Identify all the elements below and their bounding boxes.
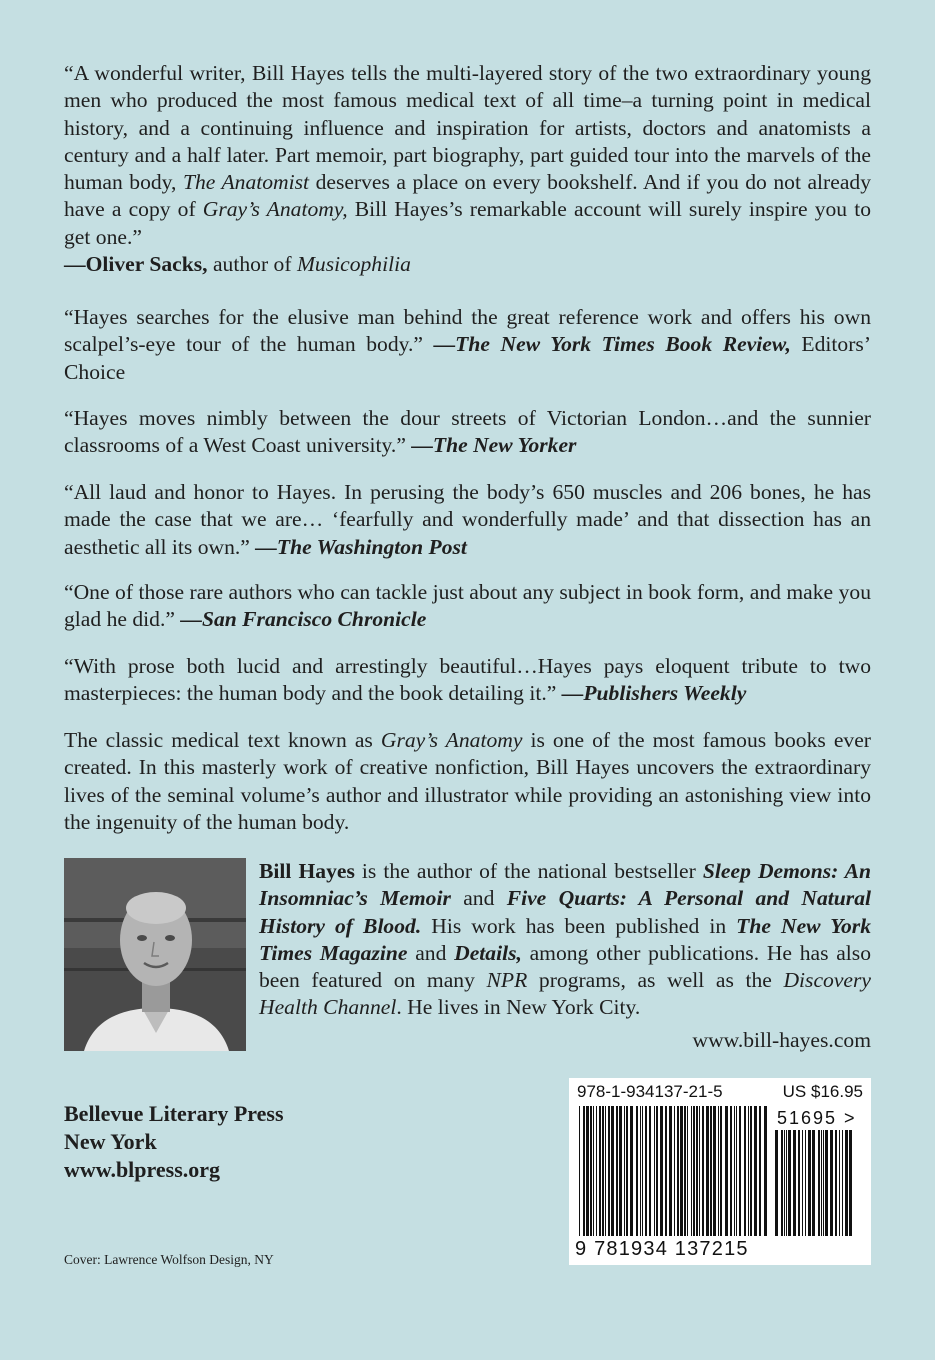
author-name: Bill Hayes bbox=[259, 859, 355, 883]
barcode-bar bbox=[821, 1130, 822, 1236]
barcode-bar bbox=[674, 1106, 675, 1236]
barcode-box bbox=[569, 1078, 871, 1265]
barcode-bar bbox=[849, 1130, 852, 1236]
barcode-bar bbox=[825, 1130, 828, 1236]
bio-npr: NPR bbox=[486, 968, 528, 993]
barcode-bar bbox=[710, 1106, 712, 1236]
barcode-bar bbox=[599, 1106, 601, 1236]
quote-text: “With prose both lucid and arrestingly beautiful…Hayes pays eloquent tribute to two masterpieces: the human body and the book detailing it.” bbox=[64, 654, 871, 706]
price-label: US $16.95 bbox=[782, 1082, 863, 1101]
barcode-bar bbox=[720, 1106, 722, 1236]
barcode-bar bbox=[835, 1130, 837, 1236]
bio-text: . He lives in New York City. bbox=[396, 995, 641, 1020]
barcode-bar bbox=[748, 1106, 749, 1236]
quote-text: “Hayes moves nimbly between the dour streets of Victorian London…and the sunnier classrooms of a West Coast university.” bbox=[64, 406, 871, 458]
bio-channel: Discovery Health Channel bbox=[259, 968, 871, 1020]
quote-sf-chronicle bbox=[64, 579, 871, 634]
barcode-bar bbox=[736, 1106, 737, 1236]
bio-text: and bbox=[407, 940, 455, 965]
barcode-bar bbox=[775, 1130, 778, 1236]
barcode-bar bbox=[669, 1106, 672, 1236]
barcode-bar bbox=[579, 1106, 580, 1236]
barcode-bar bbox=[619, 1106, 622, 1236]
quote-text: “One of those rare authors who can tackle just about any subject in book form, and make you glad he did.” bbox=[64, 580, 871, 632]
barcode-bar bbox=[693, 1106, 695, 1236]
barcode-ean-number: 9 781934 137215 bbox=[575, 1238, 749, 1260]
barcode-bar bbox=[812, 1130, 815, 1236]
bio-text: His work has been published in bbox=[421, 913, 737, 938]
author-bio bbox=[259, 858, 871, 1022]
isbn-label: 978-1-934137-21-5 bbox=[577, 1082, 723, 1101]
barcode-bar bbox=[725, 1106, 728, 1236]
quote-source: —Publishers Weekly bbox=[561, 681, 747, 706]
barcode-bar bbox=[696, 1106, 698, 1236]
quote-text: deserves a place on every bookshelf. And if you do not already have a copy of bbox=[64, 170, 871, 222]
barcode-bar bbox=[764, 1106, 767, 1236]
cover-credit: Cover: Lawrence Wolfson Design, NY bbox=[64, 1252, 274, 1267]
barcode-bar bbox=[823, 1130, 824, 1236]
book-description bbox=[64, 727, 871, 836]
barcode-bar bbox=[718, 1106, 719, 1236]
barcode-bar bbox=[687, 1106, 688, 1236]
quote-nyt-book-review bbox=[64, 304, 871, 386]
bio-book-title: Sleep Demons: An Insomniac’s Memoir bbox=[259, 859, 872, 911]
quote-source: —The Washington Post bbox=[255, 534, 467, 559]
description-text: is one of the most famous books ever created. In this masterly work of creative nonfiction, Bill Hayes uncovers the extraordinary lives of the seminal volume’s author and illustrator while providing an astonishing view into the ingenuity of the human body. bbox=[64, 728, 871, 834]
barcode-bar bbox=[793, 1130, 796, 1236]
barcode-bar bbox=[754, 1106, 757, 1236]
quote-italic-title: The Anatomist bbox=[182, 170, 310, 195]
barcode-bar bbox=[744, 1106, 746, 1236]
barcode-bar bbox=[818, 1130, 820, 1236]
author-website: www.bill-hayes.com bbox=[692, 1028, 871, 1052]
barcode-bar bbox=[684, 1106, 686, 1236]
barcode-bar bbox=[616, 1106, 618, 1236]
barcode-bar bbox=[608, 1106, 610, 1236]
quote-source: —The New Yorker bbox=[411, 433, 577, 458]
barcode-bar bbox=[602, 1106, 604, 1236]
quote-text: Bill Hayes’s remarkable account will surely inspire you to get one.” bbox=[64, 197, 872, 249]
barcode-bar bbox=[781, 1130, 783, 1236]
barcode-bar bbox=[750, 1106, 752, 1236]
barcode-bar bbox=[590, 1106, 592, 1236]
barcode-bar bbox=[680, 1106, 683, 1236]
barcode-bar bbox=[830, 1130, 833, 1236]
barcode-icon bbox=[579, 1106, 767, 1238]
description-text: The classic medical text known as bbox=[64, 728, 381, 752]
barcode-bar bbox=[805, 1130, 806, 1236]
barcode-bar bbox=[654, 1106, 655, 1236]
bio-text: programs, as well as the bbox=[527, 968, 784, 993]
barcode-bar bbox=[839, 1130, 840, 1236]
quote-source-extra: Editors’ Choice bbox=[64, 332, 872, 384]
barcode-bar bbox=[702, 1106, 704, 1236]
barcode-bar bbox=[730, 1106, 732, 1236]
barcode-bar bbox=[583, 1106, 585, 1236]
bio-text: is the author of the national bestseller bbox=[354, 859, 703, 883]
quote-text: “A wonderful writer, Bill Hayes tells the multi-layered story of the two extraordinary young men who produced the most famous medical text of all time–a turning point in medical history, and a continuing influence and inspiration for artists, doctors and anatomists a century and a half later. Part memoir, part biography, part guided tour into the marvels of the human body, bbox=[64, 61, 871, 195]
publisher-name: Bellevue Literary Press bbox=[64, 1101, 284, 1126]
description-italic-title: Gray’s Anatomy bbox=[380, 728, 523, 752]
bio-publication: The New York Times Magazine bbox=[259, 913, 871, 965]
barcode-bar bbox=[691, 1106, 692, 1236]
barcode-bar bbox=[593, 1106, 594, 1236]
barcode-bar bbox=[665, 1106, 667, 1236]
quote-oliver-sacks bbox=[64, 60, 871, 278]
quote-attribution-rest: author of bbox=[207, 252, 297, 277]
barcode-bar bbox=[845, 1130, 848, 1236]
quote-source: —San Francisco Chronicle bbox=[180, 607, 427, 632]
barcode-bar bbox=[802, 1130, 803, 1236]
barcode-bar bbox=[645, 1106, 647, 1236]
barcode-bar bbox=[784, 1130, 785, 1236]
barcode-bar bbox=[642, 1106, 643, 1236]
barcode-bar bbox=[798, 1130, 800, 1236]
barcode-bar bbox=[660, 1106, 663, 1236]
barcode-bar bbox=[611, 1106, 614, 1236]
barcode-bar bbox=[706, 1106, 709, 1236]
barcode-bar bbox=[630, 1106, 633, 1236]
barcode-bar bbox=[586, 1106, 589, 1236]
quote-washington-post bbox=[64, 479, 871, 561]
publisher-city: New York bbox=[64, 1129, 157, 1154]
publisher-website: www.blpress.org bbox=[64, 1157, 221, 1182]
author-photo bbox=[64, 858, 246, 1051]
barcode-addon-number: 51695 > bbox=[777, 1108, 857, 1128]
barcode-bar bbox=[677, 1106, 679, 1236]
quote-text: “Hayes searches for the elusive man behind the great reference work and offers his own scalpel’s-eye tour of the human body.” bbox=[64, 305, 871, 357]
barcode-bar bbox=[808, 1130, 811, 1236]
quote-new-yorker bbox=[64, 405, 871, 460]
barcode-bar bbox=[759, 1106, 761, 1236]
quote-attribution: —Oliver Sacks, bbox=[64, 252, 208, 277]
barcode-bar bbox=[624, 1106, 625, 1236]
quote-source: —The New York Times Book Review, bbox=[433, 332, 791, 357]
barcode-bar bbox=[605, 1106, 606, 1236]
bio-publication: Details, bbox=[454, 940, 522, 965]
barcode-bar bbox=[786, 1130, 787, 1236]
barcode-bar bbox=[713, 1106, 716, 1236]
quote-text: “All laud and honor to Hayes. In perusing the body’s 650 muscles and 206 bones, he has made the case that we are… ‘fearfully and wonderfully made’ and that dissection has an aesthetic all its own.” bbox=[64, 480, 871, 559]
publisher-block bbox=[64, 1100, 284, 1184]
quote-attribution-work: Musicophilia bbox=[296, 252, 411, 277]
barcode-bar bbox=[626, 1106, 628, 1236]
quote-publishers-weekly bbox=[64, 653, 871, 708]
barcode-bar bbox=[640, 1106, 641, 1236]
barcode-bar bbox=[656, 1106, 658, 1236]
bio-text: and bbox=[450, 886, 507, 911]
barcode-header bbox=[577, 1082, 863, 1102]
barcode-bar bbox=[842, 1130, 843, 1236]
barcode-bar bbox=[649, 1106, 651, 1236]
barcode-bar bbox=[739, 1106, 741, 1236]
barcode-bar bbox=[596, 1106, 597, 1236]
quote-italic-title: Gray’s Anatomy, bbox=[202, 197, 348, 222]
bio-book-title: Five Quarts: A Personal and Natural History of Blood. bbox=[259, 886, 871, 938]
barcode-bar bbox=[636, 1106, 638, 1236]
barcode-bar bbox=[699, 1106, 700, 1236]
bio-text: among other publications. He has also been featured on many bbox=[259, 940, 871, 993]
barcode-bar bbox=[788, 1130, 791, 1236]
barcode-bar bbox=[734, 1106, 735, 1236]
